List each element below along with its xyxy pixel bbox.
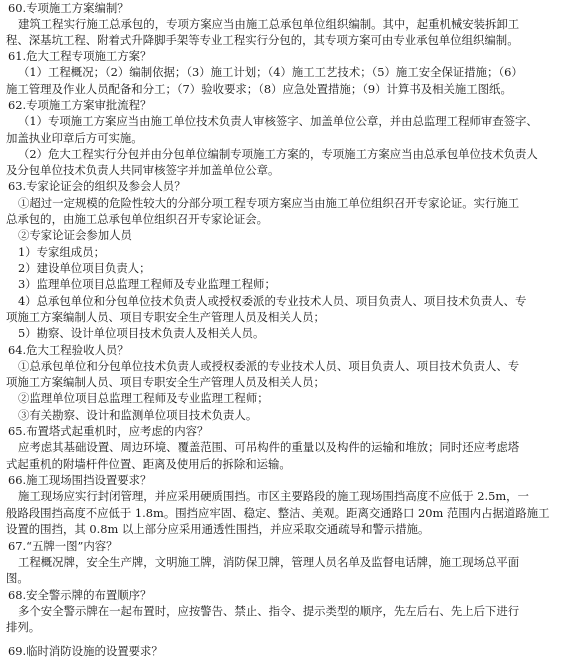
list-item: ③有关勘察、设计和监测单位项目技术负责人。 [18, 408, 258, 422]
paragraph-line: 程、深基坑工程、附着式升降脚手架等专业工程实行分包的，其专项方案可由专业承包单位组织编制。 [6, 33, 519, 47]
paragraph-line: 应考虑其基础设置、周边环境、覆盖范围、可吊构件的重量以及构件的运输和堆放；同时还应考虑塔 [18, 440, 520, 454]
paragraph-line: 图。 [6, 571, 29, 585]
heading-66: 66.施工现场围挡设置要求？ [8, 473, 152, 487]
paragraph-line: 项施工方案编制人员、项目专职安全生产管理人员及相关人员； [6, 310, 325, 324]
heading-62: 62.专项施工方案审批流程？ [8, 98, 152, 112]
heading-68: 68.安全警示牌的布置顺序？ [8, 588, 152, 602]
list-item: ①总承包单位和分包单位技术负责人或授权委派的专业技术人员、项目负责人、项目技术负责人、专 [18, 359, 520, 373]
list-item: ②监理单位项目总监理工程师及专业监理工程师； [18, 391, 269, 405]
list-item: 4）总承包单位和分包单位技术负责人或授权委派的专业技术人员、项目负责人、项目技术负责人、专 [18, 294, 527, 308]
paragraph-line: ①超过一定规模的危险性较大的分部分项工程专项方案应当由施工单位组织召开专家论证。实行施工 [18, 196, 520, 210]
paragraph-line: 多个安全警示牌在一起布置时，应按警告、禁止、指令、提示类型的顺序，先左后右、先上后下进行 [18, 604, 520, 618]
heading-64: 64.危大工程验收人员？ [8, 343, 129, 357]
heading-67: 67.“五牌一图”内容？ [8, 539, 118, 553]
paragraph-line: 式起重机的附墙杆件位置、距离及使用后的拆除和运输。 [6, 457, 291, 471]
paragraph-line: 及分包单位技术负责人共同审核签字并加盖单位公章。 [6, 163, 280, 177]
heading-60: 60.专项施工方案编制？ [8, 1, 129, 15]
paragraph-line: （1）专项施工方案应当由施工单位技术负责人审核签字、加盖单位公章，并由总监理工程师审查签字、 [18, 114, 538, 128]
paragraph-line: 建筑工程实行施工总承包的，专项方案应当由施工总承包单位组织编制。其中，起重机械安装拆卸工 [18, 17, 520, 31]
heading-69: 69.临时消防设施的设置要求？ [8, 644, 163, 658]
paragraph-line: 排列。 [6, 620, 41, 634]
list-item: 2）建设单位项目负责人； [18, 261, 151, 275]
heading-65: 65.布置塔式起重机时，应考虑的内容？ [8, 424, 209, 438]
paragraph-line: 施工现场应实行封闭管理，并应采用硬质围挡。市区主要路段的施工现场围挡高度不应低于 2.5m，一 [18, 489, 529, 503]
paragraph-line: 般路段围挡高度不应低于 1.8m。围挡应牢固、稳定、整洁、美观。距离交通路口 20m 范围内占据道路施工 [6, 506, 550, 520]
paragraph-line: 施工管理及作业人员配备和分工；（7）验收要求；（8）应急处置措施；（9）计算书及相关施工图纸。 [6, 82, 512, 96]
list-item: 1）专家组成员； [18, 245, 105, 259]
paragraph-line: 项施工方案编制人员、项目专职安全生产管理人员及相关人员； [6, 375, 325, 389]
paragraph-line: 工程概况牌，安全生产牌，文明施工牌，消防保卫牌，管理人员名单及监督电话牌，施工现场总平面 [18, 555, 520, 569]
paragraph-line: ②专家论证会参加人员 [18, 228, 132, 242]
paragraph-line: （1）工程概况；（2）编制依据；（3）施工计划；（4）施工工艺技术；（5）施工安全保证措施；（6） [18, 65, 523, 79]
paragraph-line: 加盖执业印章后方可实施。 [6, 131, 143, 145]
paragraph-line: 设置的围挡，其 0.8m 以上部分应采用通透性围挡，并应采取交通疏导和警示措施。 [6, 522, 430, 536]
list-item: 5）勘察、设计单位项目技术负责人及相关人员。 [18, 326, 265, 340]
paragraph-line: （2）危大工程实行分包并由分包单位编制专项施工方案的，专项施工方案应当由总承包单位技术负责人 [18, 147, 538, 161]
list-item: 3）监理单位项目总监理工程师及专业监理工程师； [18, 277, 276, 291]
document-page [6, 0, 565, 663]
heading-61: 61.危大工程专项施工方案？ [8, 49, 152, 63]
paragraph-line: 总承包的，由施工总承包单位组织召开专家论证会。 [6, 212, 268, 226]
heading-63: 63.专家论证会的组织及参会人员？ [8, 179, 186, 193]
